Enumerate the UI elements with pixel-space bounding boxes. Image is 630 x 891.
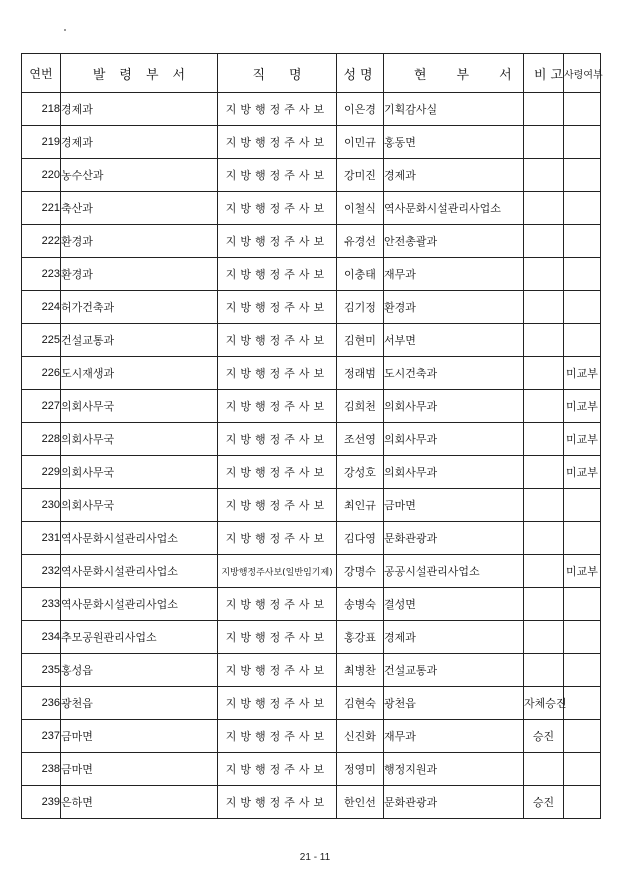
cell-name: 강성호 [337, 456, 384, 489]
table-row [22, 390, 601, 423]
table-row [22, 126, 601, 159]
cell-name: 정래범 [337, 357, 384, 390]
cell-remarks [524, 522, 564, 555]
cell-disciplinary [564, 522, 601, 555]
cell-from-dept: 건설교통과 [61, 324, 218, 357]
cell-position: 지방행정주사보 [218, 588, 337, 621]
cell-remarks [524, 357, 564, 390]
cell-disciplinary [564, 786, 601, 819]
cell-position: 지방행정주사보 [218, 489, 337, 522]
cell-current-dept: 안전총괄과 [384, 225, 524, 258]
cell-name: 이철식 [337, 192, 384, 225]
cell-from-dept: 경제과 [61, 93, 218, 126]
cell-name: 김다영 [337, 522, 384, 555]
cell-disciplinary: 미교부 [564, 423, 601, 456]
cell-remarks [524, 324, 564, 357]
cell-no: 238 [22, 753, 61, 786]
cell-position: 지방행정주사보(일반임기제) [218, 555, 337, 588]
cell-remarks [524, 291, 564, 324]
cell-from-dept: 홍성읍 [61, 654, 218, 687]
cell-remarks [524, 588, 564, 621]
cell-position: 지방행정주사보 [218, 324, 337, 357]
cell-disciplinary [564, 126, 601, 159]
cell-remarks: 자체승진 [524, 687, 564, 720]
header-current-dept: 현부서 [384, 54, 524, 93]
cell-name: 강명수 [337, 555, 384, 588]
cell-from-dept: 농수산과 [61, 159, 218, 192]
cell-disciplinary [564, 93, 601, 126]
cell-no: 239 [22, 786, 61, 819]
cell-remarks [524, 225, 564, 258]
cell-position: 지방행정주사보 [218, 192, 337, 225]
table-row [22, 291, 601, 324]
cell-no: 233 [22, 588, 61, 621]
cell-no: 225 [22, 324, 61, 357]
cell-remarks [524, 126, 564, 159]
cell-current-dept: 환경과 [384, 291, 524, 324]
cell-remarks [524, 423, 564, 456]
cell-no: 227 [22, 390, 61, 423]
cell-position: 지방행정주사보 [218, 753, 337, 786]
cell-no: 221 [22, 192, 61, 225]
cell-disciplinary [564, 489, 601, 522]
cell-disciplinary [564, 192, 601, 225]
cell-current-dept: 재무과 [384, 258, 524, 291]
cell-position: 지방행정주사보 [218, 456, 337, 489]
cell-disciplinary: 미교부 [564, 357, 601, 390]
cell-current-dept: 광천읍 [384, 687, 524, 720]
cell-remarks: 승진 [524, 786, 564, 819]
cell-current-dept: 도시건축과 [384, 357, 524, 390]
cell-current-dept: 경제과 [384, 621, 524, 654]
cell-name: 이충태 [337, 258, 384, 291]
cell-from-dept: 의회사무국 [61, 423, 218, 456]
header-remarks: 비고 [524, 54, 564, 93]
cell-from-dept: 환경과 [61, 258, 218, 291]
table-row [22, 522, 601, 555]
cell-name: 정영미 [337, 753, 384, 786]
header-position: 직명 [218, 54, 337, 93]
cell-no: 228 [22, 423, 61, 456]
cell-no: 220 [22, 159, 61, 192]
personnel-table [21, 53, 601, 819]
cell-from-dept: 의회사무국 [61, 489, 218, 522]
cell-name: 최인규 [337, 489, 384, 522]
cell-name: 이은경 [337, 93, 384, 126]
cell-name: 이민규 [337, 126, 384, 159]
cell-disciplinary [564, 720, 601, 753]
table-row [22, 192, 601, 225]
cell-no: 218 [22, 93, 61, 126]
cell-disciplinary: 미교부 [564, 456, 601, 489]
cell-from-dept: 금마면 [61, 720, 218, 753]
table-row [22, 654, 601, 687]
cell-remarks [524, 555, 564, 588]
cell-current-dept: 서부면 [384, 324, 524, 357]
cell-remarks [524, 753, 564, 786]
cell-disciplinary [564, 654, 601, 687]
cell-current-dept: 문화관광과 [384, 522, 524, 555]
table-row [22, 159, 601, 192]
cell-current-dept: 홍동면 [384, 126, 524, 159]
cell-name: 신진화 [337, 720, 384, 753]
cell-current-dept: 기획감사실 [384, 93, 524, 126]
cell-current-dept: 행정지원과 [384, 753, 524, 786]
cell-name: 한인선 [337, 786, 384, 819]
table-row [22, 621, 601, 654]
cell-no: 224 [22, 291, 61, 324]
header-no: 연번 [22, 54, 61, 93]
cell-from-dept: 역사문화시설관리사업소 [61, 588, 218, 621]
cell-name: 최병찬 [337, 654, 384, 687]
table-row [22, 357, 601, 390]
cell-position: 지방행정주사보 [218, 93, 337, 126]
header-row [22, 54, 601, 93]
table-row [22, 555, 601, 588]
cell-remarks [524, 654, 564, 687]
table-row [22, 720, 601, 753]
cell-no: 223 [22, 258, 61, 291]
cell-remarks [524, 93, 564, 126]
cell-position: 지방행정주사보 [218, 522, 337, 555]
cell-from-dept: 역사문화시설관리사업소 [61, 555, 218, 588]
cell-position: 지방행정주사보 [218, 621, 337, 654]
table-row [22, 786, 601, 819]
cell-remarks [524, 159, 564, 192]
cell-position: 지방행정주사보 [218, 786, 337, 819]
cell-current-dept: 문화관광과 [384, 786, 524, 819]
header-from-dept: 발령부서 [61, 54, 218, 93]
cell-remarks [524, 456, 564, 489]
cell-disciplinary [564, 588, 601, 621]
cell-position: 지방행정주사보 [218, 390, 337, 423]
cell-name: 조선영 [337, 423, 384, 456]
cell-disciplinary: 미교부 [564, 390, 601, 423]
cell-disciplinary [564, 291, 601, 324]
cell-no: 236 [22, 687, 61, 720]
table-row [22, 324, 601, 357]
cell-from-dept: 광천읍 [61, 687, 218, 720]
cell-position: 지방행정주사보 [218, 357, 337, 390]
cell-name: 김현미 [337, 324, 384, 357]
cell-from-dept: 추모공원관리사업소 [61, 621, 218, 654]
cell-no: 231 [22, 522, 61, 555]
cell-position: 지방행정주사보 [218, 423, 337, 456]
table-row [22, 423, 601, 456]
cell-position: 지방행정주사보 [218, 687, 337, 720]
cell-position: 지방행정주사보 [218, 291, 337, 324]
cell-from-dept: 도시재생과 [61, 357, 218, 390]
cell-position: 지방행정주사보 [218, 720, 337, 753]
cell-no: 222 [22, 225, 61, 258]
cell-current-dept: 건설교통과 [384, 654, 524, 687]
scan-speck [64, 29, 66, 31]
cell-from-dept: 은하면 [61, 786, 218, 819]
cell-disciplinary: 미교부 [564, 555, 601, 588]
cell-remarks [524, 621, 564, 654]
cell-current-dept: 경제과 [384, 159, 524, 192]
cell-remarks: 승진 [524, 720, 564, 753]
cell-name: 김현숙 [337, 687, 384, 720]
header-name: 성명 [337, 54, 384, 93]
cell-name: 홍강표 [337, 621, 384, 654]
table-row [22, 588, 601, 621]
cell-disciplinary [564, 159, 601, 192]
cell-name: 강미진 [337, 159, 384, 192]
cell-disciplinary [564, 753, 601, 786]
cell-name: 송병숙 [337, 588, 384, 621]
cell-position: 지방행정주사보 [218, 126, 337, 159]
cell-from-dept: 환경과 [61, 225, 218, 258]
cell-no: 230 [22, 489, 61, 522]
cell-current-dept: 재무과 [384, 720, 524, 753]
cell-remarks [524, 258, 564, 291]
cell-position: 지방행정주사보 [218, 258, 337, 291]
cell-current-dept: 의회사무과 [384, 456, 524, 489]
table-row [22, 225, 601, 258]
cell-disciplinary [564, 258, 601, 291]
table-row [22, 456, 601, 489]
cell-current-dept: 결성면 [384, 588, 524, 621]
cell-current-dept: 의회사무과 [384, 390, 524, 423]
cell-disciplinary [564, 687, 601, 720]
table-row [22, 258, 601, 291]
cell-position: 지방행정주사보 [218, 654, 337, 687]
cell-remarks [524, 489, 564, 522]
cell-from-dept: 축산과 [61, 192, 218, 225]
cell-no: 219 [22, 126, 61, 159]
cell-from-dept: 의회사무국 [61, 390, 218, 423]
cell-no: 226 [22, 357, 61, 390]
table-row [22, 93, 601, 126]
cell-no: 235 [22, 654, 61, 687]
page-number: 21 - 11 [299, 852, 331, 863]
cell-disciplinary [564, 621, 601, 654]
cell-from-dept: 금마면 [61, 753, 218, 786]
cell-remarks [524, 390, 564, 423]
cell-name: 김희천 [337, 390, 384, 423]
cell-from-dept: 허가건축과 [61, 291, 218, 324]
cell-from-dept: 의회사무국 [61, 456, 218, 489]
table-row [22, 687, 601, 720]
cell-name: 유경선 [337, 225, 384, 258]
cell-from-dept: 역사문화시설관리사업소 [61, 522, 218, 555]
cell-no: 237 [22, 720, 61, 753]
cell-current-dept: 역사문화시설관리사업소 [384, 192, 524, 225]
cell-current-dept: 공공시설관리사업소 [384, 555, 524, 588]
cell-no: 234 [22, 621, 61, 654]
cell-position: 지방행정주사보 [218, 159, 337, 192]
cell-disciplinary [564, 324, 601, 357]
cell-current-dept: 금마면 [384, 489, 524, 522]
cell-remarks [524, 192, 564, 225]
cell-name: 김기정 [337, 291, 384, 324]
cell-no: 232 [22, 555, 61, 588]
header-disciplinary: 사령여부 [564, 54, 601, 93]
cell-current-dept: 의회사무과 [384, 423, 524, 456]
cell-from-dept: 경제과 [61, 126, 218, 159]
cell-disciplinary [564, 225, 601, 258]
cell-position: 지방행정주사보 [218, 225, 337, 258]
cell-no: 229 [22, 456, 61, 489]
table-row [22, 753, 601, 786]
table-row [22, 489, 601, 522]
